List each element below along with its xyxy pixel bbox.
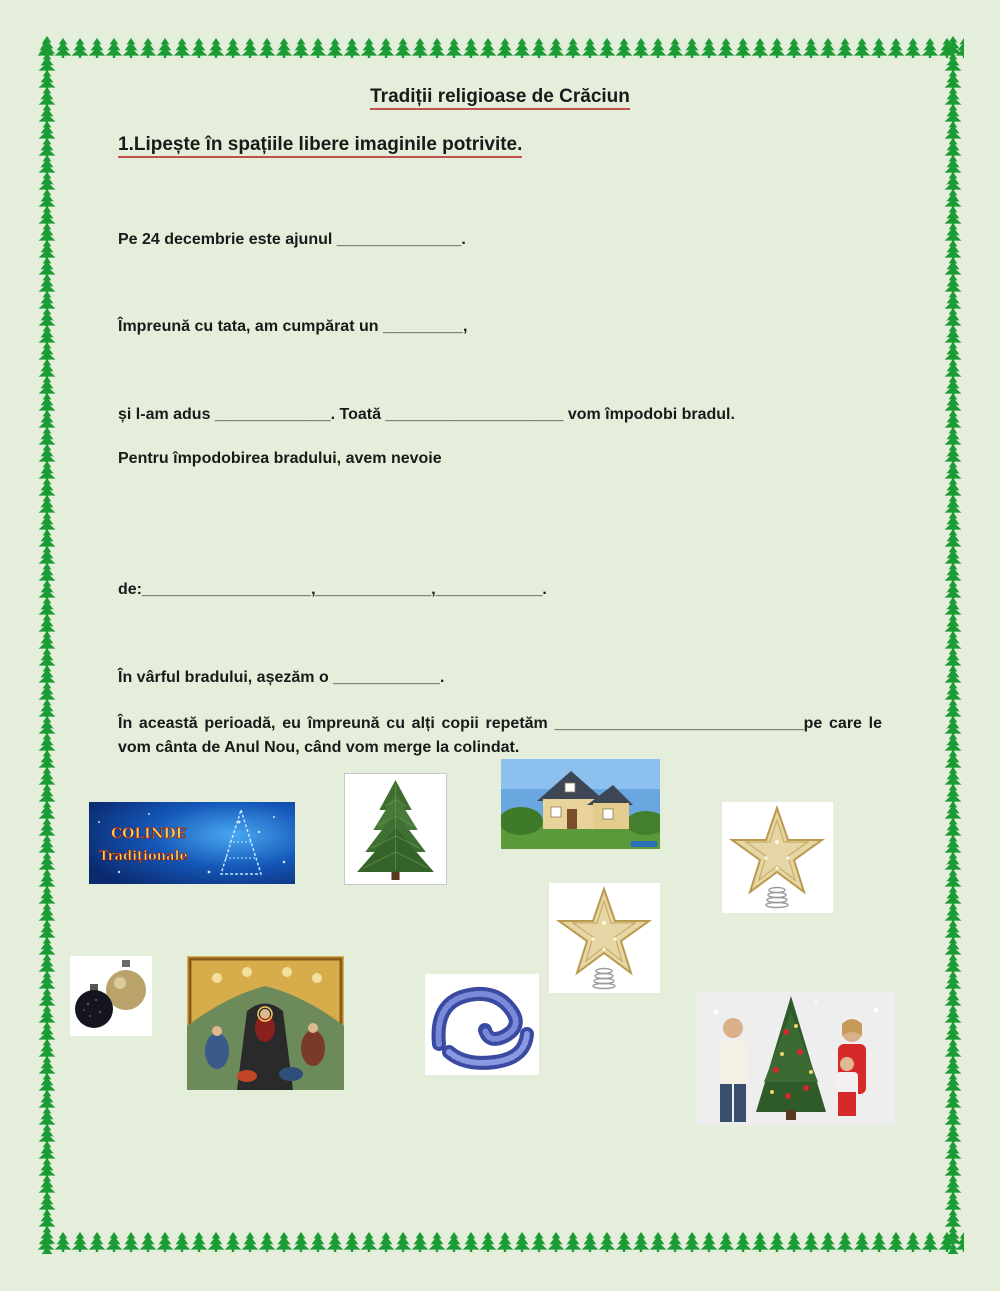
fir-tree-border-icon [565, 38, 582, 58]
fir-tree-border-icon [548, 1232, 565, 1252]
fir-tree-border-icon [463, 1232, 480, 1252]
fir-tree-border-icon [565, 1232, 582, 1252]
fir-tree-border-icon [616, 1232, 633, 1252]
fir-tree-border-icon [497, 1232, 514, 1252]
fir-tree-border-icon [157, 1232, 174, 1252]
fir-tree-border-icon [871, 1232, 888, 1252]
fir-tree-border-icon [514, 1232, 531, 1252]
fir-tree-border-icon [429, 38, 446, 58]
fir-tree-border-icon [548, 38, 565, 58]
fir-tree-border-icon [72, 1232, 89, 1252]
fir-tree-border-icon [905, 1232, 922, 1252]
fir-tree-border-icon [633, 1232, 650, 1252]
fir-tree-border-icon [701, 38, 718, 58]
fir-tree-border-icon [650, 1232, 667, 1252]
fir-tree-border-icon [361, 38, 378, 58]
fir-tree-border-icon [667, 1232, 684, 1252]
fir-tree-border-icon [582, 1232, 599, 1252]
fir-tree-border-icon [191, 38, 208, 58]
fir-tree-border-icon [123, 38, 140, 58]
fir-tree-border-icon [140, 1232, 157, 1252]
fir-tree-image[interactable] [344, 773, 447, 885]
fir-tree-border-icon [735, 38, 752, 58]
fir-tree-border-icon [922, 1232, 939, 1252]
tree-border-right [942, 36, 964, 1254]
fir-tree-border-icon [208, 38, 225, 58]
fir-tree-border-icon [259, 1232, 276, 1252]
fir-tree-border-icon [945, 1243, 962, 1254]
fir-tree-border-icon [276, 38, 293, 58]
fir-tree-border-icon [769, 1232, 786, 1252]
fir-tree-border-icon [854, 1232, 871, 1252]
fir-tree-border-icon [344, 38, 361, 58]
fir-tree-border-icon [259, 38, 276, 58]
fir-tree-border-icon [786, 38, 803, 58]
fir-tree-border-icon [106, 38, 123, 58]
fir-tree-border-icon [242, 38, 259, 58]
fir-tree-border-icon [837, 38, 854, 58]
star-topper-image-2[interactable] [549, 883, 660, 993]
tree-border-top [36, 36, 964, 60]
fir-tree-border-icon [480, 1232, 497, 1252]
fir-tree-border-icon [174, 1232, 191, 1252]
colinde-banner-line1: COLINDE [111, 826, 187, 842]
fir-tree-border-icon [684, 1232, 701, 1252]
fir-tree-border-icon [310, 1232, 327, 1252]
fir-tree-border-icon [888, 1232, 905, 1252]
fir-tree-border-icon [786, 1232, 803, 1252]
fir-tree-border-icon [616, 38, 633, 58]
colinde-traditionale-image[interactable] [89, 802, 295, 884]
fir-tree-border-icon [633, 38, 650, 58]
fir-tree-border-icon [650, 38, 667, 58]
fir-tree-border-icon [327, 38, 344, 58]
sentence-carols: În această perioadă, eu împreună cu alți copii repetăm ____________________________pe care le vom cânta de Anul Nou, când vom merge la colindat. [118, 715, 882, 756]
fir-tree-border-icon [752, 38, 769, 58]
fir-tree-border-icon [446, 1232, 463, 1252]
fir-tree-border-icon [718, 38, 735, 58]
sentence-brought-home: și l-am adus _____________. Toată ____________________ vom împodobi bradul. [118, 406, 735, 423]
fir-tree-border-icon [157, 38, 174, 58]
nativity-icon-image[interactable] [187, 956, 344, 1090]
fir-tree-border-icon [514, 38, 531, 58]
fir-tree-border-icon [803, 38, 820, 58]
fir-tree-border-icon [871, 38, 888, 58]
fir-tree-border-icon [225, 38, 242, 58]
fir-tree-border-icon [854, 38, 871, 58]
fir-tree-border-icon [820, 38, 837, 58]
fir-tree-border-icon [684, 38, 701, 58]
fir-tree-border-icon [837, 1232, 854, 1252]
fir-tree-border-icon [412, 1232, 429, 1252]
page-title: Tradiții religioase de Crăciun [0, 86, 1000, 108]
fir-tree-border-icon [718, 1232, 735, 1252]
fir-tree-border-icon [395, 38, 412, 58]
fir-tree-border-icon [89, 38, 106, 58]
fir-tree-border-icon [735, 1232, 752, 1252]
fir-tree-border-icon [582, 38, 599, 58]
fir-tree-border-icon [378, 38, 395, 58]
fir-tree-border-icon [361, 1232, 378, 1252]
fir-tree-border-icon [769, 38, 786, 58]
fir-tree-border-icon [752, 1232, 769, 1252]
fir-tree-border-icon [412, 38, 429, 58]
fir-tree-border-icon [429, 1232, 446, 1252]
fir-tree-border-icon [344, 1232, 361, 1252]
fir-tree-border-icon [395, 1232, 412, 1252]
sentence-decorations-need: Pentru împodobirea bradului, avem nevoie [118, 450, 442, 467]
fir-tree-border-icon [446, 38, 463, 58]
fir-tree-border-icon [480, 38, 497, 58]
fir-tree-border-icon [293, 38, 310, 58]
fir-tree-border-icon [225, 1232, 242, 1252]
fir-tree-border-icon [701, 1232, 718, 1252]
colinde-banner-line2: Tradiționale [99, 849, 188, 864]
fir-tree-border-icon [922, 38, 939, 58]
fir-tree-border-icon [89, 1232, 106, 1252]
fir-tree-border-icon [378, 1232, 395, 1252]
fir-tree-border-icon [599, 1232, 616, 1252]
house-image[interactable] [501, 759, 660, 849]
fir-tree-border-icon [531, 1232, 548, 1252]
fir-tree-border-icon [888, 38, 905, 58]
fir-tree-border-icon [293, 1232, 310, 1252]
sentence-decorations-blanks: de:___________________,_____________,____________. [118, 581, 547, 598]
star-topper-image-1[interactable] [722, 802, 833, 913]
fir-tree-border-icon [276, 1232, 293, 1252]
fir-tree-border-icon [497, 38, 514, 58]
fir-tree-border-icon [174, 38, 191, 58]
sentence-christmas-eve: Pe 24 decembrie este ajunul ______________. [118, 231, 466, 248]
fir-tree-border-icon [123, 1232, 140, 1252]
fir-tree-border-icon [310, 38, 327, 58]
fir-tree-border-icon [803, 1232, 820, 1252]
fir-tree-border-icon [667, 38, 684, 58]
sentence-bought-tree: Împreună cu tata, am cumpărat un _________, [118, 318, 468, 335]
fir-tree-border-icon [820, 1232, 837, 1252]
fir-tree-border-icon [106, 1232, 123, 1252]
fir-tree-border-icon [599, 38, 616, 58]
fir-tree-border-icon [463, 38, 480, 58]
fir-tree-border-icon [242, 1232, 259, 1252]
family-decorating-tree-image[interactable] [696, 992, 895, 1125]
fir-tree-border-icon [208, 1232, 225, 1252]
fir-tree-border-icon [140, 38, 157, 58]
fir-tree-border-icon [191, 1232, 208, 1252]
ornament-balls-image[interactable] [70, 956, 152, 1036]
instruction-heading: 1.Lipește în spațiile libere imaginile potrivite. [118, 134, 522, 156]
tinsel-garland-image[interactable] [425, 974, 539, 1075]
tree-border-left [36, 36, 58, 1254]
fir-tree-border-icon [39, 1243, 56, 1254]
tree-border-bottom [36, 1230, 964, 1254]
fir-tree-border-icon [327, 1232, 344, 1252]
fir-tree-border-icon [72, 38, 89, 58]
fir-tree-border-icon [905, 38, 922, 58]
sentence-tree-top: În vârful bradului, așezăm o ____________. [118, 669, 445, 686]
fir-tree-border-icon [531, 38, 548, 58]
